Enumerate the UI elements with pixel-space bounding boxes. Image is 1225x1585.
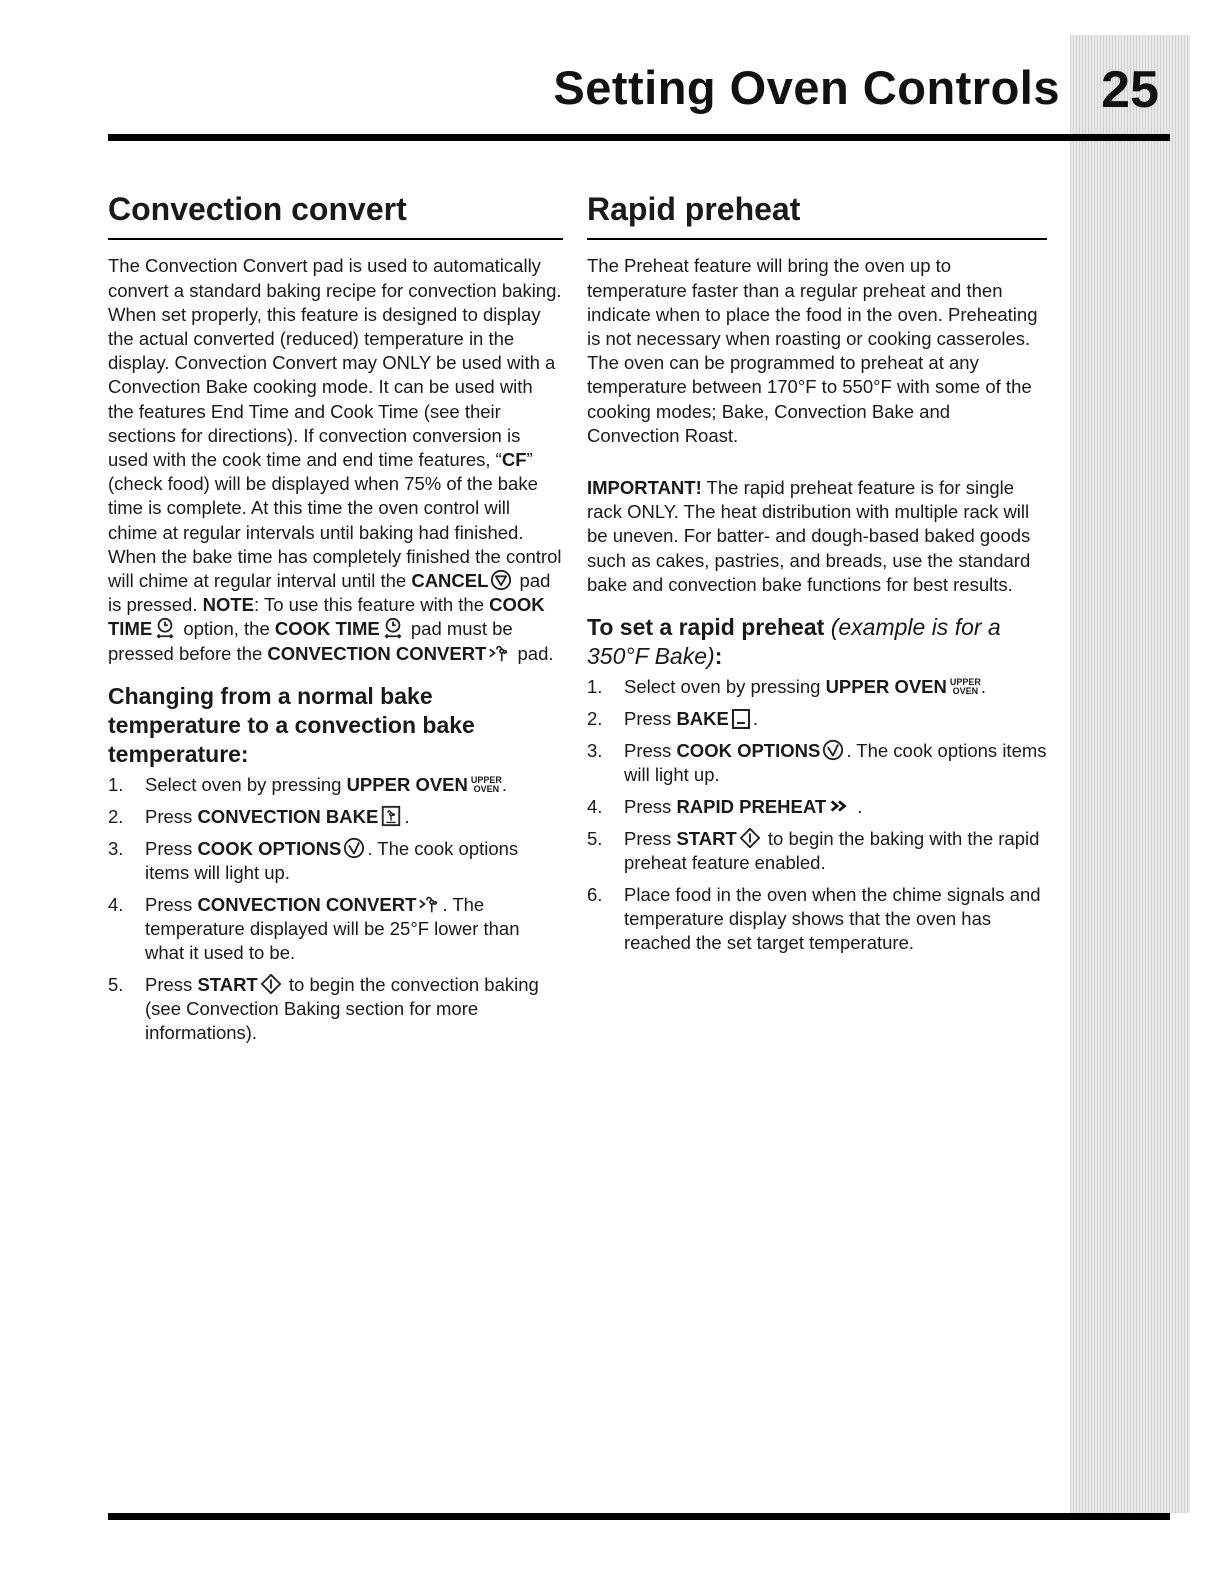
step-text: Press xyxy=(624,796,677,818)
step-text: . xyxy=(852,796,863,818)
cook-options-label: COOK OPTIONS xyxy=(197,837,342,859)
cook-time-icon xyxy=(382,617,404,639)
start-icon xyxy=(739,827,761,849)
convection-bake-label: CONVECTION BAKE xyxy=(197,805,379,827)
step-number: 5. xyxy=(587,828,603,850)
step-number: 2. xyxy=(108,805,124,827)
step-text: Press xyxy=(145,805,198,827)
cook-time-icon xyxy=(154,617,176,639)
bottom-rule xyxy=(108,1513,1170,1520)
convection-convert-description xyxy=(108,254,563,665)
note-label: NOTE xyxy=(202,594,254,616)
side-tab xyxy=(1070,35,1190,1513)
list-item xyxy=(587,707,1047,731)
upper-oven-icon-bottom: OVEN xyxy=(473,783,500,794)
cook-time-label: COOK TIME xyxy=(274,618,380,640)
list-item xyxy=(587,739,1047,787)
list-item xyxy=(108,973,563,1045)
list-item xyxy=(108,773,563,797)
step-text: Press xyxy=(145,893,198,915)
step-text: Select oven by pressing xyxy=(145,773,347,795)
convection-bake-icon xyxy=(380,805,402,827)
text-run: ” (check food) will be displayed when 75% of the bake time is complete. At this time the oven control will chime at regular intervals until baking had finished. When the bake time has completely finished the control will chime at regular interval until the xyxy=(108,449,562,592)
step-text: Press xyxy=(624,740,677,762)
step-number: 4. xyxy=(587,796,603,818)
step-text: Select oven by pressing xyxy=(624,676,826,698)
rapid-preheat-section xyxy=(587,190,1047,963)
step-text: . xyxy=(501,773,508,795)
text-run: pad must be pressed before the xyxy=(108,618,513,664)
list-item xyxy=(587,827,1047,875)
convection-convert-label: CONVECTION CONVERT xyxy=(197,893,417,915)
subtitle-bold: To set a rapid preheat xyxy=(587,614,825,641)
rapid-preheat-title: Rapid preheat xyxy=(587,190,1047,240)
step-text: Press xyxy=(145,973,198,995)
convection-convert-icon xyxy=(488,642,510,664)
cancel-label: CANCEL xyxy=(411,570,489,592)
convection-convert-title: Convection convert xyxy=(108,190,563,240)
text-run: : To use this feature with the xyxy=(254,594,490,616)
upper-oven-icon xyxy=(950,678,981,696)
convection-convert-label: CONVECTION CONVERT xyxy=(267,642,487,664)
upper-oven-icon-bottom: OVEN xyxy=(952,686,979,697)
rapid-preheat-icon xyxy=(828,795,850,817)
page-title: Setting Oven Controls xyxy=(553,61,1060,114)
start-icon xyxy=(260,973,282,995)
cook-time-label: COOK TIME xyxy=(108,594,545,640)
list-item xyxy=(587,675,1047,699)
bake-label: BAKE xyxy=(676,708,729,730)
cf-label: CF xyxy=(501,449,527,471)
rapid-preheat-steps-list xyxy=(587,675,1047,955)
upper-oven-icon-top: UPPER xyxy=(470,774,502,785)
changing-temperature-subtitle: Changing from a normal bake temperature to a convection bake temperature: xyxy=(108,682,475,767)
step-text: Place food in the oven when the chime signals and temperature display shows that the oven has reached the set target temperature. xyxy=(624,884,1041,954)
convection-convert-section xyxy=(108,190,563,1053)
upper-oven-icon-top: UPPER xyxy=(949,677,981,688)
upper-oven-label: UPPER OVEN xyxy=(346,773,468,795)
subtitle-colon: : xyxy=(714,643,723,670)
step-text: . xyxy=(980,676,987,698)
cook-options-icon xyxy=(343,837,365,859)
step-number: 1. xyxy=(587,676,603,698)
convection-convert-icon xyxy=(418,893,440,915)
top-rule xyxy=(108,134,1170,141)
step-text: . xyxy=(752,708,758,730)
bake-icon xyxy=(732,709,750,729)
step-text: . The cook options items will light up. xyxy=(145,837,519,883)
rapid-preheat-label: RAPID PREHEAT xyxy=(676,796,827,818)
step-text: . xyxy=(404,805,410,827)
step-number: 4. xyxy=(108,893,124,915)
list-item xyxy=(108,805,563,829)
important-text: The rapid preheat feature is for single rack ONLY. The heat distribution with multiple rack will be uneven. For batter- and dough-based baked goods such as cakes, pastries, and breads, use the standard bake and convection bake functions for best results. xyxy=(587,477,1031,595)
step-text: Press xyxy=(145,837,198,859)
step-text: to begin the baking with the rapid preheat feature enabled. xyxy=(624,828,1040,874)
step-text: . The cook options items will light up. xyxy=(624,740,1047,786)
list-item xyxy=(108,837,563,885)
important-label: IMPORTANT! xyxy=(587,477,702,499)
start-label: START xyxy=(197,973,258,995)
step-text: . The temperature displayed will be 25°F lower than what it used to be. xyxy=(145,893,520,963)
page-number: 25 xyxy=(1101,61,1159,119)
text-run: The Convection Convert pad is used to automatically convert a standard baking recipe for convection baking. When set properly, this feature is designed to display the actual converted (reduced) temperature in the display. Convection Convert may ONLY be used with a Convection Bake cooking mode. It can be used with the features End Time and Cook Time (see their sections for directions). If convection conversion is used with the cook time and end time features, “ xyxy=(108,255,562,471)
step-number: 3. xyxy=(587,740,603,762)
convection-steps-list xyxy=(108,773,563,1045)
cook-options-icon xyxy=(822,739,844,761)
start-label: START xyxy=(676,828,737,850)
subtitle-italic: (example is for a 350°F Bake) xyxy=(587,614,1001,670)
rapid-preheat-subtitle xyxy=(587,613,1047,671)
upper-oven-label: UPPER OVEN xyxy=(825,676,947,698)
step-number: 6. xyxy=(587,884,603,906)
text-run: pad is pressed. xyxy=(108,570,551,616)
text-run: option, the xyxy=(178,618,275,640)
list-item xyxy=(587,883,1047,955)
important-note xyxy=(587,476,1047,597)
cancel-icon xyxy=(490,569,512,591)
list-item xyxy=(587,795,1047,819)
step-text: Press xyxy=(624,828,677,850)
rapid-preheat-description: The Preheat feature will bring the oven up to temperature faster than a regular preheat and then indicate when to place the food in the oven. Preheating is not necessary when roasting or cooking casseroles. The oven can be programmed to preheat at any temperature between 170°F to 550°F with some of the cooking modes; Bake, Convection Bake and Convection Roast. xyxy=(587,255,1038,446)
step-text: to begin the convection baking (see Convection Baking section for more informations). xyxy=(145,973,539,1043)
list-item xyxy=(108,893,563,965)
step-number: 5. xyxy=(108,973,124,995)
step-text: Press xyxy=(624,708,677,730)
cook-options-label: COOK OPTIONS xyxy=(676,740,821,762)
step-number: 1. xyxy=(108,773,124,795)
step-number: 3. xyxy=(108,837,124,859)
upper-oven-icon xyxy=(471,776,502,794)
text-run: pad. xyxy=(512,642,554,664)
step-number: 2. xyxy=(587,708,603,730)
